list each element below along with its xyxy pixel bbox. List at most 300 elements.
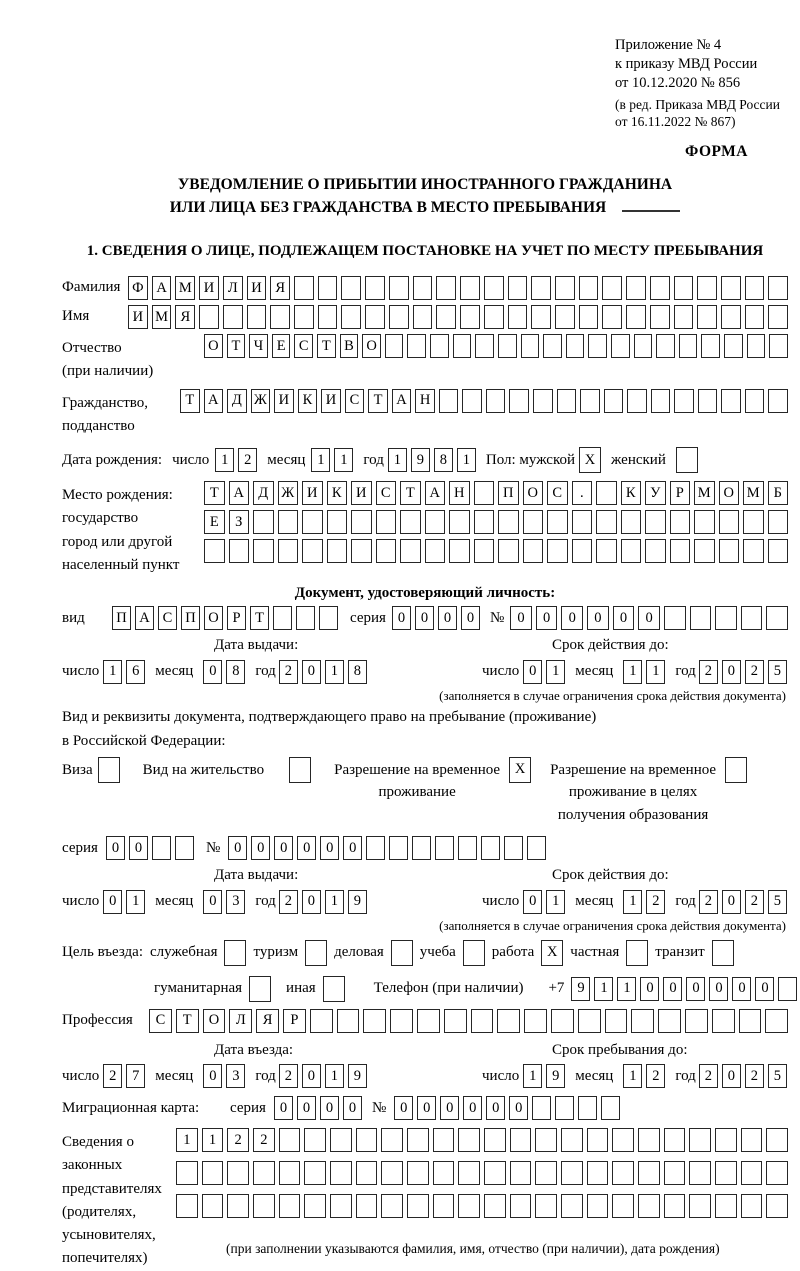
char-box[interactable]: 0 <box>536 606 558 630</box>
char-box[interactable] <box>670 510 691 534</box>
patronymic-boxes[interactable] <box>204 334 788 358</box>
char-box[interactable]: О <box>204 334 223 358</box>
char-box[interactable]: 0 <box>415 606 434 630</box>
char-box[interactable]: 0 <box>638 606 660 630</box>
char-box[interactable] <box>547 539 568 563</box>
issue-year-boxes[interactable] <box>279 660 367 684</box>
res-issue-day-boxes[interactable] <box>103 890 145 914</box>
char-box[interactable]: К <box>327 481 348 505</box>
char-box[interactable]: 0 <box>417 1096 436 1120</box>
char-box[interactable] <box>463 940 485 966</box>
char-box[interactable] <box>458 1194 480 1218</box>
char-box[interactable]: 2 <box>745 1064 764 1088</box>
char-box[interactable]: 1 <box>103 660 122 684</box>
char-box[interactable] <box>634 334 653 358</box>
char-box[interactable]: 2 <box>279 1064 298 1088</box>
char-box[interactable] <box>531 276 551 300</box>
char-box[interactable] <box>330 1161 352 1185</box>
char-box[interactable]: Д <box>227 389 247 413</box>
char-box[interactable] <box>739 1009 762 1033</box>
res-issue-month-boxes[interactable] <box>203 890 245 914</box>
char-box[interactable]: Р <box>283 1009 306 1033</box>
char-box[interactable] <box>227 1161 249 1185</box>
char-box[interactable]: 1 <box>646 660 665 684</box>
char-box[interactable] <box>745 305 765 329</box>
char-box[interactable] <box>626 276 646 300</box>
char-box[interactable]: Н <box>449 481 470 505</box>
char-box[interactable]: 2 <box>745 660 764 684</box>
char-box[interactable] <box>588 334 607 358</box>
char-box[interactable] <box>381 1194 403 1218</box>
char-box[interactable]: 8 <box>348 660 367 684</box>
char-box[interactable]: 2 <box>699 890 718 914</box>
char-box[interactable] <box>436 305 456 329</box>
char-box[interactable]: Ф <box>128 276 148 300</box>
char-box[interactable] <box>356 1128 378 1152</box>
char-box[interactable] <box>638 1194 660 1218</box>
char-box[interactable] <box>471 1009 494 1033</box>
char-box[interactable] <box>294 305 314 329</box>
char-box[interactable] <box>304 1128 326 1152</box>
char-box[interactable]: 0 <box>686 977 705 1001</box>
char-box[interactable]: 1 <box>523 1064 542 1088</box>
char-box[interactable] <box>621 539 642 563</box>
char-box[interactable] <box>462 389 482 413</box>
char-box[interactable]: К <box>621 481 642 505</box>
res-valid-day-boxes[interactable] <box>523 890 565 914</box>
char-box[interactable]: 0 <box>251 836 270 860</box>
char-box[interactable]: 0 <box>320 836 339 860</box>
char-box[interactable]: 2 <box>227 1128 249 1152</box>
char-box[interactable]: 2 <box>103 1064 122 1088</box>
char-box[interactable]: 1 <box>311 448 330 472</box>
char-box[interactable] <box>521 334 540 358</box>
char-box[interactable]: 7 <box>126 1064 145 1088</box>
char-box[interactable]: Е <box>272 334 291 358</box>
char-box[interactable] <box>318 305 338 329</box>
char-box[interactable]: К <box>298 389 318 413</box>
char-box[interactable]: А <box>392 389 412 413</box>
char-box[interactable] <box>510 1194 532 1218</box>
char-box[interactable]: 3 <box>226 890 245 914</box>
char-box[interactable]: М <box>743 481 764 505</box>
char-box[interactable]: . <box>572 481 593 505</box>
res-valid-month-boxes[interactable] <box>623 890 665 914</box>
residence-doc-series-boxes[interactable] <box>106 836 194 860</box>
char-box[interactable] <box>484 305 504 329</box>
char-box[interactable] <box>356 1194 378 1218</box>
char-box[interactable] <box>319 606 338 630</box>
char-box[interactable] <box>621 510 642 534</box>
entry-month-boxes[interactable] <box>203 1064 245 1088</box>
char-box[interactable]: 1 <box>623 890 642 914</box>
char-box[interactable] <box>745 389 765 413</box>
char-box[interactable]: Ж <box>278 481 299 505</box>
char-box[interactable] <box>721 389 741 413</box>
char-box[interactable] <box>175 836 194 860</box>
char-box[interactable] <box>304 1161 326 1185</box>
char-box[interactable]: И <box>247 276 267 300</box>
char-box[interactable] <box>417 1009 440 1033</box>
sex-male-checkbox[interactable] <box>579 447 601 473</box>
char-box[interactable]: 1 <box>617 977 636 1001</box>
char-box[interactable] <box>626 305 646 329</box>
char-box[interactable]: 0 <box>203 1064 222 1088</box>
char-box[interactable]: С <box>158 606 177 630</box>
char-box[interactable] <box>199 305 219 329</box>
char-box[interactable] <box>365 276 385 300</box>
char-box[interactable] <box>741 1161 763 1185</box>
char-box[interactable] <box>433 1161 455 1185</box>
char-box[interactable] <box>247 305 267 329</box>
char-box[interactable] <box>474 510 495 534</box>
char-box[interactable] <box>715 1161 737 1185</box>
purpose-transit-checkbox[interactable] <box>712 940 734 966</box>
char-box[interactable]: Т <box>400 481 421 505</box>
char-box[interactable] <box>433 1128 455 1152</box>
char-box[interactable]: Б <box>768 481 789 505</box>
char-box[interactable]: Я <box>256 1009 279 1033</box>
char-box[interactable] <box>176 1194 198 1218</box>
char-box[interactable] <box>389 276 409 300</box>
res-valid-year-boxes[interactable] <box>699 890 787 914</box>
birth-place-boxes-row3[interactable] <box>204 539 788 563</box>
birth-place-boxes-row2[interactable] <box>204 510 788 534</box>
char-box[interactable] <box>278 539 299 563</box>
char-box[interactable] <box>302 510 323 534</box>
until-day-boxes[interactable] <box>523 1064 565 1088</box>
char-box[interactable] <box>458 1128 480 1152</box>
char-box[interactable]: 8 <box>226 660 245 684</box>
char-box[interactable]: 2 <box>646 890 665 914</box>
char-box[interactable] <box>766 1128 788 1152</box>
char-box[interactable]: 0 <box>561 606 583 630</box>
char-box[interactable] <box>376 510 397 534</box>
char-box[interactable] <box>460 305 480 329</box>
char-box[interactable] <box>724 334 743 358</box>
char-box[interactable] <box>381 1161 403 1185</box>
char-box[interactable]: 0 <box>486 1096 505 1120</box>
char-box[interactable] <box>508 276 528 300</box>
char-box[interactable] <box>535 1161 557 1185</box>
char-box[interactable] <box>407 1194 429 1218</box>
char-box[interactable]: Т <box>180 389 200 413</box>
char-box[interactable] <box>557 389 577 413</box>
char-box[interactable] <box>612 1161 634 1185</box>
char-box[interactable] <box>223 305 243 329</box>
char-box[interactable] <box>674 276 694 300</box>
char-box[interactable] <box>721 276 741 300</box>
char-box[interactable]: 0 <box>709 977 728 1001</box>
char-box[interactable] <box>766 606 788 630</box>
char-box[interactable]: 0 <box>297 1096 316 1120</box>
char-box[interactable] <box>701 334 720 358</box>
char-box[interactable] <box>578 1096 597 1120</box>
char-box[interactable]: А <box>152 276 172 300</box>
char-box[interactable] <box>389 305 409 329</box>
char-box[interactable] <box>363 1009 386 1033</box>
char-box[interactable]: 0 <box>587 606 609 630</box>
char-box[interactable]: И <box>274 389 294 413</box>
char-box[interactable] <box>400 539 421 563</box>
char-box[interactable] <box>766 1161 788 1185</box>
char-box[interactable] <box>768 276 788 300</box>
char-box[interactable]: О <box>204 606 223 630</box>
char-box[interactable]: Т <box>227 334 246 358</box>
char-box[interactable]: И <box>351 481 372 505</box>
char-box[interactable] <box>524 1009 547 1033</box>
char-box[interactable]: 9 <box>571 977 590 1001</box>
char-box[interactable] <box>318 276 338 300</box>
issue-day-boxes[interactable] <box>103 660 145 684</box>
char-box[interactable] <box>458 836 477 860</box>
char-box[interactable] <box>532 1096 551 1120</box>
char-box[interactable] <box>638 1161 660 1185</box>
char-box[interactable] <box>425 539 446 563</box>
char-box[interactable] <box>390 1009 413 1033</box>
char-box[interactable]: 0 <box>302 660 321 684</box>
char-box[interactable] <box>302 539 323 563</box>
char-box[interactable] <box>249 976 271 1002</box>
char-box[interactable]: П <box>112 606 131 630</box>
char-box[interactable] <box>602 276 622 300</box>
representatives-boxes-row3[interactable] <box>176 1194 788 1218</box>
entry-year-boxes[interactable] <box>279 1064 367 1088</box>
char-box[interactable] <box>474 481 495 505</box>
char-box[interactable]: Т <box>250 606 269 630</box>
char-box[interactable] <box>460 276 480 300</box>
char-box[interactable] <box>745 276 765 300</box>
purpose-private-checkbox[interactable] <box>626 940 648 966</box>
char-box[interactable]: 0 <box>302 890 321 914</box>
char-box[interactable] <box>572 510 593 534</box>
char-box[interactable]: В <box>340 334 359 358</box>
char-box[interactable]: И <box>321 389 341 413</box>
char-box[interactable] <box>510 1161 532 1185</box>
char-box[interactable] <box>596 481 617 505</box>
char-box[interactable] <box>433 1194 455 1218</box>
char-box[interactable] <box>444 1009 467 1033</box>
char-box[interactable] <box>656 334 675 358</box>
char-box[interactable]: М <box>152 305 172 329</box>
identity-doc-kind-boxes[interactable] <box>112 606 338 630</box>
char-box[interactable] <box>721 305 741 329</box>
visa-checkbox[interactable] <box>98 757 120 783</box>
birth-year-boxes[interactable] <box>388 448 476 472</box>
char-box[interactable]: Т <box>368 389 388 413</box>
char-box[interactable] <box>712 1009 735 1033</box>
char-box[interactable] <box>497 1009 520 1033</box>
birth-place-boxes-row1[interactable] <box>204 481 788 505</box>
char-box[interactable] <box>631 1009 654 1033</box>
char-box[interactable]: 1 <box>623 660 642 684</box>
char-box[interactable] <box>664 1161 686 1185</box>
char-box[interactable]: 9 <box>546 1064 565 1088</box>
char-box[interactable] <box>508 305 528 329</box>
char-box[interactable]: 9 <box>411 448 430 472</box>
purpose-tourism-checkbox[interactable] <box>305 940 327 966</box>
char-box[interactable] <box>601 1096 620 1120</box>
char-box[interactable] <box>743 539 764 563</box>
char-box[interactable] <box>587 1161 609 1185</box>
char-box[interactable]: 0 <box>523 890 542 914</box>
char-box[interactable] <box>510 1128 532 1152</box>
char-box[interactable]: А <box>135 606 154 630</box>
char-box[interactable]: 2 <box>699 660 718 684</box>
char-box[interactable] <box>337 1009 360 1033</box>
char-box[interactable] <box>152 836 171 860</box>
char-box[interactable] <box>279 1194 301 1218</box>
char-box[interactable]: 1 <box>546 890 565 914</box>
char-box[interactable]: Я <box>270 276 290 300</box>
char-box[interactable] <box>689 1161 711 1185</box>
char-box[interactable] <box>712 940 734 966</box>
char-box[interactable] <box>498 334 517 358</box>
char-box[interactable] <box>365 305 385 329</box>
char-box[interactable]: 0 <box>440 1096 459 1120</box>
char-box[interactable] <box>555 1096 574 1120</box>
char-box[interactable] <box>694 539 715 563</box>
char-box[interactable] <box>674 305 694 329</box>
char-box[interactable]: М <box>694 481 715 505</box>
char-box[interactable] <box>523 539 544 563</box>
issue-month-boxes[interactable] <box>203 660 245 684</box>
char-box[interactable] <box>578 1009 601 1033</box>
char-box[interactable] <box>253 510 274 534</box>
char-box[interactable]: 0 <box>103 890 122 914</box>
char-box[interactable]: 0 <box>463 1096 482 1120</box>
char-box[interactable]: 1 <box>126 890 145 914</box>
char-box[interactable]: Л <box>229 1009 252 1033</box>
char-box[interactable] <box>561 1194 583 1218</box>
char-box[interactable] <box>253 1161 275 1185</box>
char-box[interactable] <box>741 606 763 630</box>
migration-card-series-boxes[interactable] <box>274 1096 362 1120</box>
char-box[interactable] <box>376 539 397 563</box>
char-box[interactable]: 1 <box>388 448 407 472</box>
char-box[interactable] <box>351 539 372 563</box>
char-box[interactable] <box>439 389 459 413</box>
char-box[interactable] <box>527 836 546 860</box>
char-box[interactable] <box>741 1194 763 1218</box>
given-name-boxes[interactable] <box>128 305 788 329</box>
char-box[interactable] <box>305 940 327 966</box>
char-box[interactable] <box>381 1128 403 1152</box>
char-box[interactable]: 0 <box>302 1064 321 1088</box>
char-box[interactable]: 0 <box>228 836 247 860</box>
char-box[interactable] <box>664 1128 686 1152</box>
identity-doc-number-boxes[interactable] <box>510 606 788 630</box>
char-box[interactable]: 0 <box>732 977 751 1001</box>
char-box[interactable] <box>658 1009 681 1033</box>
char-box[interactable] <box>385 334 404 358</box>
char-box[interactable] <box>279 1161 301 1185</box>
char-box[interactable] <box>484 276 504 300</box>
char-box[interactable]: 0 <box>722 660 741 684</box>
char-box[interactable] <box>435 836 454 860</box>
char-box[interactable] <box>484 1194 506 1218</box>
char-box[interactable]: 9 <box>348 890 367 914</box>
valid-year-boxes[interactable] <box>699 660 787 684</box>
char-box[interactable] <box>651 389 671 413</box>
char-box[interactable]: 1 <box>176 1128 198 1152</box>
char-box[interactable]: А <box>425 481 446 505</box>
char-box[interactable]: 0 <box>461 606 480 630</box>
char-box[interactable] <box>715 606 737 630</box>
char-box[interactable] <box>484 1128 506 1152</box>
char-box[interactable]: 2 <box>699 1064 718 1088</box>
char-box[interactable]: 5 <box>768 1064 787 1088</box>
char-box[interactable] <box>768 305 788 329</box>
purpose-humanitarian-checkbox[interactable] <box>249 976 271 1002</box>
char-box[interactable]: X <box>509 757 531 783</box>
char-box[interactable] <box>413 305 433 329</box>
char-box[interactable] <box>253 1194 275 1218</box>
edu-permit-checkbox[interactable] <box>725 757 747 783</box>
char-box[interactable]: 0 <box>722 890 741 914</box>
char-box[interactable]: 3 <box>226 1064 245 1088</box>
char-box[interactable] <box>366 836 385 860</box>
char-box[interactable] <box>330 1194 352 1218</box>
char-box[interactable]: 0 <box>613 606 635 630</box>
char-box[interactable] <box>453 334 472 358</box>
char-box[interactable]: Е <box>204 510 225 534</box>
char-box[interactable] <box>638 1128 660 1152</box>
char-box[interactable] <box>389 836 408 860</box>
char-box[interactable]: Т <box>176 1009 199 1033</box>
char-box[interactable] <box>327 539 348 563</box>
char-box[interactable] <box>273 606 292 630</box>
char-box[interactable]: Т <box>204 481 225 505</box>
char-box[interactable]: Р <box>670 481 691 505</box>
char-box[interactable]: С <box>149 1009 172 1033</box>
char-box[interactable]: 2 <box>279 660 298 684</box>
char-box[interactable] <box>509 389 529 413</box>
char-box[interactable]: 0 <box>509 1096 528 1120</box>
until-month-boxes[interactable] <box>623 1064 665 1088</box>
char-box[interactable]: 0 <box>203 890 222 914</box>
char-box[interactable] <box>413 276 433 300</box>
purpose-official-checkbox[interactable] <box>224 940 246 966</box>
char-box[interactable] <box>768 510 789 534</box>
char-box[interactable] <box>356 1161 378 1185</box>
representatives-boxes-row1[interactable] <box>176 1128 788 1152</box>
char-box[interactable] <box>547 510 568 534</box>
char-box[interactable] <box>650 305 670 329</box>
char-box[interactable] <box>176 1161 198 1185</box>
char-box[interactable]: 1 <box>334 448 353 472</box>
char-box[interactable]: Д <box>253 481 274 505</box>
char-box[interactable] <box>224 940 246 966</box>
char-box[interactable]: 0 <box>203 660 222 684</box>
char-box[interactable] <box>475 334 494 358</box>
char-box[interactable] <box>278 510 299 534</box>
char-box[interactable] <box>535 1128 557 1152</box>
char-box[interactable] <box>604 389 624 413</box>
char-box[interactable] <box>664 1194 686 1218</box>
char-box[interactable]: 1 <box>594 977 613 1001</box>
char-box[interactable] <box>664 606 686 630</box>
char-box[interactable] <box>498 510 519 534</box>
char-box[interactable] <box>694 510 715 534</box>
char-box[interactable] <box>768 539 789 563</box>
char-box[interactable] <box>481 836 500 860</box>
char-box[interactable] <box>407 334 426 358</box>
char-box[interactable] <box>580 389 600 413</box>
char-box[interactable] <box>425 510 446 534</box>
char-box[interactable]: 2 <box>745 890 764 914</box>
char-box[interactable] <box>391 940 413 966</box>
